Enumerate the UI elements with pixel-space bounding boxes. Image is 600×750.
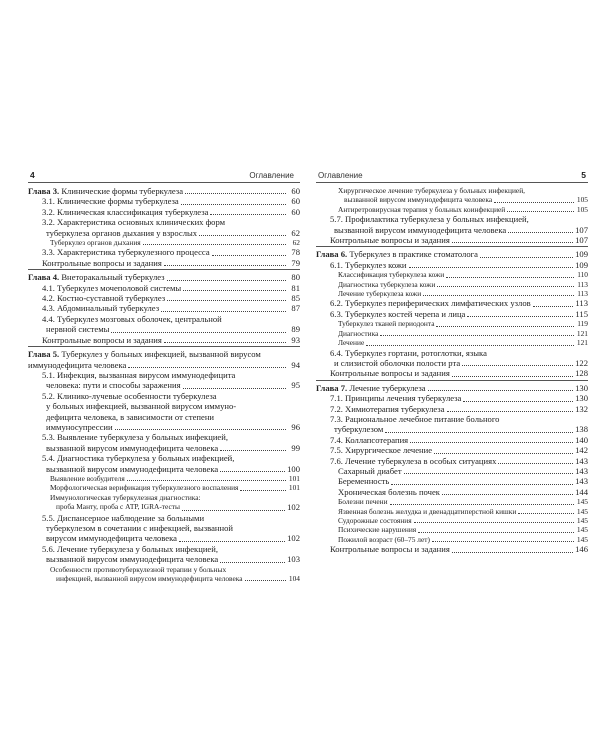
entry-title: Туберкулез органов дыхания: [50, 238, 141, 248]
page-ref: 107: [575, 224, 588, 235]
page-ref: 144: [575, 486, 588, 497]
page-ref: 79: [291, 257, 300, 268]
page-ref: 128: [575, 368, 588, 379]
page-header: [28, 170, 300, 183]
entry-title: Лечение: [338, 338, 365, 348]
page-ref: 89: [291, 324, 300, 335]
chapter-4-section: [28, 270, 300, 347]
chapter-title: Лечение туберкулеза: [349, 382, 426, 393]
dot-leader: [452, 376, 573, 377]
dot-leader: [409, 267, 574, 268]
toc-subentry[interactable]: [316, 487, 588, 497]
dot-leader: [498, 463, 573, 464]
entry-title: Диагностика туберкулеза кожи: [338, 279, 436, 289]
toc-subentry[interactable]: [28, 565, 300, 584]
entry-title: Хирургическое лечение туберкулеза у больных инфекцией,: [338, 186, 525, 195]
page-ref: 60: [291, 196, 300, 207]
dot-leader: [452, 552, 573, 553]
entry-title: Беременность: [338, 476, 390, 487]
toc-entry[interactable]: [28, 314, 300, 335]
page-ref: 145: [576, 534, 588, 544]
chapter-label: Глава 4.: [28, 272, 60, 283]
dot-leader: [220, 562, 285, 563]
page-ref: 85: [291, 293, 300, 304]
dot-leader: [507, 211, 574, 212]
page-ref: 99: [291, 442, 300, 453]
page-ref: 113: [577, 289, 588, 299]
page-ref: 145: [576, 516, 588, 525]
entry-title: 7.2. Химиотерапия туберкулеза: [330, 403, 445, 414]
chapter-title: Туберкулез в практике стоматолога: [349, 249, 478, 260]
entry-title: 5.6. Лечение туберкулеза у больных инфекцией,: [42, 543, 218, 554]
entry-title: Диагностика: [338, 328, 379, 338]
entry-title: 4.2. Костно-суставной туберкулез: [42, 293, 166, 304]
dot-leader: [463, 401, 573, 402]
entry-title-cont: человека: пути и способы заражения: [46, 380, 181, 391]
toc-subentry[interactable]: [316, 516, 588, 525]
entry-title: 5.4. Диагностика туберкулеза у больных инфекцией,: [42, 453, 235, 464]
dot-leader: [437, 286, 574, 287]
dot-leader: [245, 580, 286, 581]
entry-title: Туберкулез тканей периодонта: [338, 319, 435, 329]
entry-title: 7.6. Лечение туберкулеза в особых ситуациях: [330, 455, 497, 466]
entry-title: 4.1. Туберкулез мочеполовой системы: [42, 282, 182, 293]
page-ref: 113: [575, 298, 588, 309]
entry-title-cont: туберкулеза органов дыхания у взрослых: [46, 227, 198, 238]
dot-leader: [212, 255, 286, 256]
toc-entry[interactable]: [316, 404, 588, 414]
toc-subentry[interactable]: [28, 474, 300, 483]
right-page: [316, 170, 588, 710]
dot-leader: [518, 513, 574, 514]
chapter-6-section: [316, 247, 588, 380]
entry-title: Психические нарушения: [338, 525, 417, 535]
entry-title: 7.5. Хирургическое лечение: [330, 445, 433, 456]
chapter-title: Внеторакальный туберкулез: [61, 272, 165, 283]
page-ref: 143: [575, 455, 588, 466]
toc-subentry[interactable]: [316, 525, 588, 534]
entry-title: Судорожные состояния: [338, 516, 412, 525]
toc-entry[interactable]: [28, 513, 300, 544]
toc-chapter-row[interactable]: [28, 186, 300, 196]
toc-subentry[interactable]: [316, 270, 588, 279]
dot-leader: [446, 277, 574, 278]
entry-title: 6.3. Туберкулез костей черепа и лица: [330, 308, 466, 319]
entry-title: 7.4. Коллапсотерапия: [330, 434, 409, 445]
page-ref: 122: [575, 357, 588, 368]
entry-title: 3.2. Клиническая классификация туберкулеза: [42, 206, 209, 217]
dot-leader: [442, 494, 573, 495]
toc-subentry[interactable]: [316, 289, 588, 298]
entry-title: Морфологическая верификация туберкулезного воспаления: [50, 483, 239, 493]
toc-entry[interactable]: [316, 309, 588, 319]
page-ref: 145: [576, 497, 588, 507]
entry-title: 6.1. Туберкулез кожи: [330, 259, 407, 270]
toc-subentry[interactable]: [316, 205, 588, 214]
toc-subentry[interactable]: [316, 535, 588, 544]
entry-title: Антиретровирусная терапия у больных коинфекцией: [338, 204, 506, 214]
entry-title: 5.2. Клинико-лучевые особенности туберкулеза: [42, 390, 217, 401]
dot-leader: [185, 193, 286, 194]
toc-subentry[interactable]: [316, 507, 588, 516]
entry-title-cont: и слизистой оболочки полости рта: [334, 357, 461, 368]
page-ref: 105: [576, 195, 588, 205]
dot-leader: [414, 522, 574, 523]
entry-title: 7.3. Рациональное лечебное питание больного: [330, 413, 500, 424]
entry-title: Пожилой возраст (60–75 лет): [338, 534, 430, 544]
entry-title: Контрольные вопросы и задания: [42, 257, 162, 268]
page-ref: 93: [291, 334, 300, 345]
entry-title: 3.1. Клинические формы туберкулеза: [42, 196, 179, 207]
dot-leader: [391, 484, 573, 485]
toc-entry[interactable]: [28, 453, 300, 474]
dot-leader: [183, 388, 286, 389]
entry-title: 6.2. Туберкулез периферических лимфатических узлов: [330, 298, 531, 309]
page-ref: 62: [292, 238, 300, 248]
page-ref: 105: [576, 204, 588, 214]
toc-entry[interactable]: [316, 544, 588, 554]
dot-leader: [418, 532, 574, 533]
entry-title-cont: вызванной вирусом иммунодефицита человека: [344, 195, 493, 205]
toc-entry[interactable]: [316, 368, 588, 378]
entry-title: 4.4. Туберкулез мозговых оболочек, центральной: [42, 313, 222, 324]
toc-subentry[interactable]: [316, 497, 588, 506]
dot-leader: [432, 541, 574, 542]
page-ref: 81: [291, 282, 300, 293]
page-ref: 102: [287, 502, 300, 513]
chapter-title-cont: иммунодефицита человека: [28, 359, 127, 370]
dot-leader: [410, 442, 573, 443]
page-ref: 60: [291, 206, 300, 217]
dot-leader: [423, 295, 574, 296]
left-page: [28, 170, 300, 710]
entry-title: Сахарный диабет: [338, 465, 402, 476]
dot-leader: [380, 335, 574, 336]
chapter-5-section: [28, 347, 300, 584]
page-ref: 103: [287, 554, 300, 565]
toc-entry[interactable]: [28, 207, 300, 217]
toc-subentry[interactable]: [28, 238, 300, 247]
toc-entry[interactable]: [28, 293, 300, 303]
entry-title-cont: вызванной вирусом иммунодефицита человека: [46, 554, 219, 565]
dot-leader: [494, 202, 574, 203]
page-ref: 102: [287, 533, 300, 544]
page-ref: 109: [575, 249, 588, 260]
page-ref: 96: [291, 421, 300, 432]
entry-title-cont: дефицита человека, в зависимости от степени: [46, 411, 215, 422]
chapter-3-section: [28, 183, 300, 270]
dot-leader: [167, 280, 286, 281]
entry-title: 5.3. Выявление туберкулеза у больных инфекцией,: [42, 432, 228, 443]
toc-entry[interactable]: [316, 260, 588, 270]
entry-title: 5.7. Профилактика туберкулеза у больных инфекцией,: [330, 214, 529, 225]
toc-chapter-row[interactable]: [28, 272, 300, 282]
entry-title: Классификация туберкулеза кожи: [338, 270, 445, 280]
toc-chapter-row[interactable]: [316, 249, 588, 259]
dot-leader: [447, 411, 574, 412]
toc-entry[interactable]: [316, 435, 588, 445]
toc-subentry[interactable]: [316, 329, 588, 338]
entry-title: Лечение туберкулеза кожи: [338, 289, 422, 299]
toc-entry[interactable]: [316, 445, 588, 455]
entry-title-cont: инфекцией, вызванной вирусом иммунодефицита человека: [56, 574, 243, 584]
dot-leader: [462, 365, 573, 366]
toc-subentry[interactable]: [316, 280, 588, 289]
page-ref: 121: [576, 328, 588, 338]
dot-leader: [164, 342, 286, 343]
toc-entry[interactable]: [28, 335, 300, 345]
toc-entry[interactable]: [28, 432, 300, 453]
entry-title: Особенности противотуберкулезной терапии у больных: [50, 564, 227, 574]
dot-leader: [220, 450, 286, 451]
entry-title-cont: вызванной вирусом иммунодефицита человека: [46, 463, 219, 474]
dot-leader: [404, 473, 574, 474]
dot-leader: [167, 300, 286, 301]
entry-title: 4.3. Абдоминальный туберкулез: [42, 303, 160, 314]
toc-entry[interactable]: [28, 283, 300, 293]
entry-title: 5.1. Инфекция, вызванная вирусом иммунодефицита: [42, 369, 236, 380]
page-ref: 142: [575, 445, 588, 456]
page-ref: 94: [291, 359, 300, 370]
page-ref: 113: [577, 279, 588, 289]
chapter-7-section: [316, 381, 588, 556]
toc-entry[interactable]: [316, 456, 588, 466]
page-ref: 143: [575, 465, 588, 476]
page-ref: 87: [291, 303, 300, 314]
toc-entry[interactable]: [28, 247, 300, 257]
entry-title: Контрольные вопросы и задания: [42, 334, 162, 345]
page-ref: 104: [288, 574, 300, 584]
page-ref: 115: [575, 308, 588, 319]
dot-leader: [161, 311, 286, 312]
dot-leader: [220, 471, 285, 472]
entry-title-cont: вызванной вирусом иммунодефицита человека: [334, 224, 507, 235]
entry-title: 3.3. Характеристика туберкулезного процесса: [42, 247, 210, 258]
toc-chapter-row[interactable]: [28, 349, 300, 370]
page-ref: 138: [575, 424, 588, 435]
chapter-label: Глава 5.: [28, 349, 60, 360]
chapter-label: Глава 6.: [316, 249, 348, 260]
chapter-title: Туберкулез у больных инфекцией, вызванной вирусом: [61, 349, 261, 360]
toc-entry[interactable]: [28, 544, 300, 565]
entry-title-cont: вирусом иммунодефицита человека: [46, 533, 177, 544]
toc-entry[interactable]: [316, 348, 588, 369]
dot-leader: [390, 504, 574, 505]
dot-leader: [115, 429, 286, 430]
dot-leader: [434, 453, 573, 454]
dot-leader: [127, 480, 286, 481]
dot-leader: [436, 326, 574, 327]
toc-subentry[interactable]: [316, 476, 588, 486]
page-ref: 130: [575, 382, 588, 393]
page-ref: 145: [576, 525, 588, 535]
entry-title-cont: проба Манту, проба с АТР, IGRA-тесты: [56, 502, 180, 512]
entry-title: Выявление возбудителя: [50, 473, 125, 483]
toc-entry[interactable]: [28, 370, 300, 391]
entry-title: Контрольные вопросы и задания: [330, 368, 450, 379]
dot-leader: [179, 541, 285, 542]
dot-leader: [240, 490, 286, 491]
dot-leader: [428, 390, 574, 391]
page-header: [316, 170, 588, 183]
toc-subentry[interactable]: [316, 186, 588, 205]
toc-entry[interactable]: [316, 393, 588, 403]
toc-entry[interactable]: [28, 303, 300, 313]
dot-leader: [164, 265, 286, 266]
toc-entry[interactable]: [28, 196, 300, 206]
toc-entry[interactable]: [316, 298, 588, 308]
entry-title: Язвенная болезнь желудка и двенадцатиперстной кишки: [338, 506, 517, 516]
page-ref: 119: [577, 319, 588, 329]
toc-subentry[interactable]: [28, 493, 300, 513]
dot-leader: [181, 204, 286, 205]
dot-leader: [467, 316, 573, 317]
page-ref: 121: [576, 338, 588, 348]
dot-leader: [199, 235, 286, 236]
page-ref: 143: [575, 476, 588, 487]
dot-leader: [508, 232, 573, 233]
dot-leader: [111, 332, 286, 333]
page-ref: 140: [575, 434, 588, 445]
entry-title-cont: вызванной вирусом иммунодефицита человека: [46, 442, 219, 453]
entry-title: Болезни печени: [338, 497, 388, 507]
toc-subentry[interactable]: [316, 319, 588, 328]
toc-entry[interactable]: [28, 258, 300, 268]
page-ref: 132: [575, 403, 588, 414]
entry-title: Хроническая болезнь почек: [338, 486, 440, 497]
page-ref: 62: [291, 227, 300, 238]
dot-leader: [385, 432, 573, 433]
entry-title-cont: туберкулезом в сочетании с инфекцией, вызванной: [46, 523, 233, 533]
entry-title-cont: нервной системы: [46, 324, 110, 335]
toc-subentry[interactable]: [316, 338, 588, 347]
entry-title: Иммунологическая туберкулезная диагностика:: [50, 492, 201, 502]
entry-title: 5.5. Диспансерное наблюдение за больными: [42, 512, 205, 523]
entry-title: Контрольные вопросы и задания: [330, 235, 450, 246]
entry-title: Контрольные вопросы и задания: [330, 544, 450, 555]
dot-leader: [366, 345, 574, 346]
page-ref: 78: [291, 247, 300, 258]
page-ref: 146: [575, 544, 588, 555]
dot-leader: [210, 214, 286, 215]
toc-entry[interactable]: [28, 217, 300, 238]
dot-leader: [533, 306, 574, 307]
entry-title-cont: иммуносупрессии: [46, 421, 113, 432]
toc-entry[interactable]: [316, 414, 588, 435]
toc-entry[interactable]: [316, 214, 588, 235]
page-ref: 110: [577, 270, 588, 280]
chapter-label: Глава 3.: [28, 186, 60, 196]
chapter-5-continued: [316, 183, 588, 247]
page-ref: 95: [291, 380, 300, 391]
entry-title: 6.4. Туберкулез гортани, ротоглотки, языка: [330, 347, 487, 358]
dot-leader: [128, 367, 286, 368]
dot-leader: [182, 510, 285, 511]
page-ref: 60: [291, 186, 300, 196]
toc-entry[interactable]: [316, 235, 588, 245]
dot-leader: [452, 242, 573, 243]
page-ref: 107: [575, 235, 588, 246]
page-ref: 101: [288, 483, 300, 493]
page-number: 4: [30, 170, 35, 180]
entry-title: 3.2. Характеристика основных клинических форм: [42, 217, 226, 228]
toc-entry[interactable]: [28, 391, 300, 433]
entry-title-cont: туберкулезом: [334, 424, 384, 435]
page-ref: 145: [576, 506, 588, 516]
page-ref: 101: [288, 473, 300, 483]
page-number: 5: [581, 170, 586, 180]
dot-leader: [480, 257, 573, 258]
running-title: Оглавление: [318, 171, 363, 180]
page-ref: 130: [575, 393, 588, 404]
dot-leader: [143, 244, 286, 245]
toc-subentry[interactable]: [28, 483, 300, 492]
page-ref: 100: [287, 463, 300, 474]
chapter-title: Клинические формы туберкулеза: [61, 186, 184, 196]
page-ref: 109: [575, 259, 588, 270]
page-ref: 80: [291, 272, 300, 283]
entry-title: 7.1. Принципы лечения туберкулеза: [330, 393, 462, 404]
running-title: Оглавление: [249, 171, 294, 180]
chapter-label: Глава 7.: [316, 382, 348, 393]
toc-chapter-row[interactable]: [316, 383, 588, 393]
toc-subentry[interactable]: [316, 466, 588, 476]
dot-leader: [183, 290, 286, 291]
entry-title-cont: у больных инфекцией, вызванной вирусом иммуно-: [46, 401, 237, 412]
